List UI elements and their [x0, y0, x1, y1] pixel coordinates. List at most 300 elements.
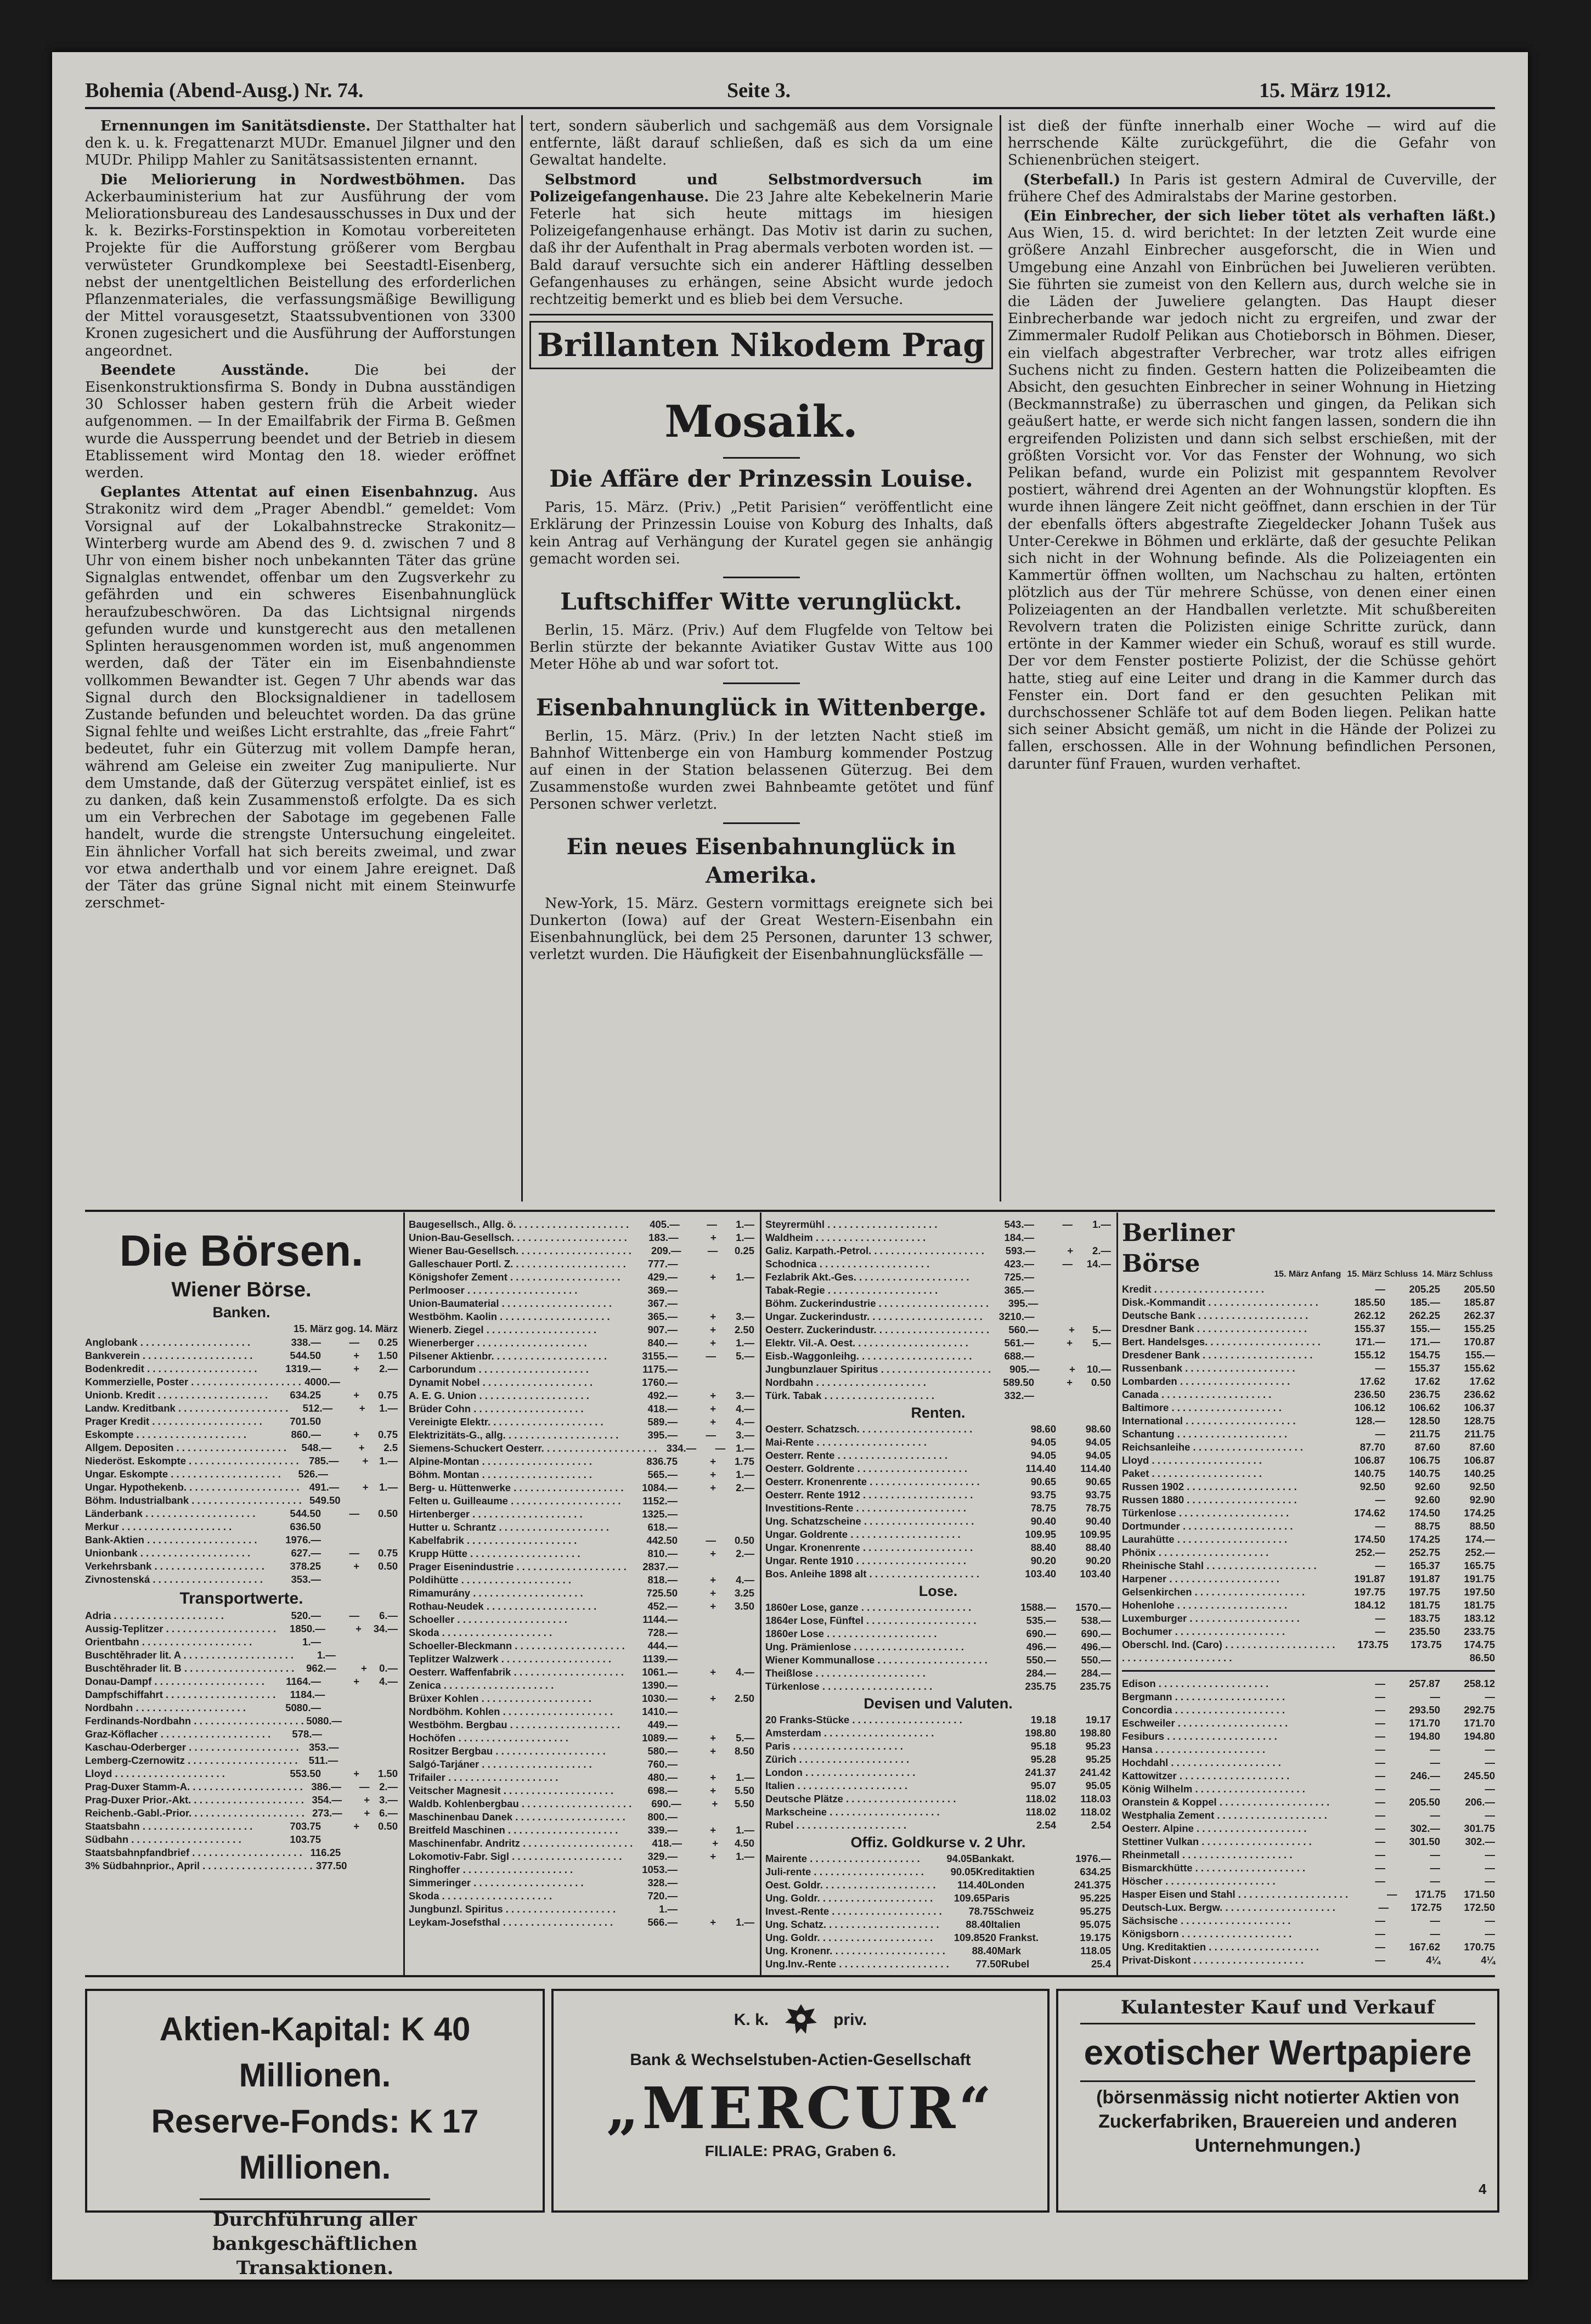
row-label: Pilsener Aktienbr. . . . . . . . . . . . . . . . . . . . .	[409, 1350, 607, 1362]
row-value: 246.—	[1410, 1770, 1440, 1781]
row-label: Stettiner Vulkan . . . . . . . . . . . . . . . . . . . .	[1122, 1836, 1312, 1847]
table-row	[1122, 1703, 1495, 1717]
article-text: Die bei der Eisenkonstruktionsfirma S. Bondy in Dubna ausständigen 30 Schlosser haben gestern früh die Arbeit wieder aufgenommen. — In der Emailfabrik der Firma B. Geßmen wurde die Aussperrung beendet und der Betrieb in diesem Etablissement wird Montag den 18. wieder eröffnet werden.	[85, 362, 516, 482]
row-value	[340, 1375, 369, 1389]
row-value: —	[1485, 1809, 1495, 1821]
row-label: Ungar. Eskompte . . . . . . . . . . . . . . . . . . . .	[85, 1468, 281, 1480]
row-value: 171.75	[1415, 1888, 1446, 1900]
row-value: 4.—	[379, 1676, 398, 1687]
row-label: Böhm. Zuckerindustrie . . . . . . . . . . . . . . . . . . . .	[765, 1298, 989, 1309]
table-row	[1122, 1835, 1495, 1848]
row-label: Bert. Handelsges. . . . . . . . . . . . . . . . . . . . .	[1122, 1336, 1321, 1347]
table-row	[765, 1310, 1111, 1323]
row-value: 236.75	[1409, 1389, 1440, 1400]
row-value	[359, 1573, 398, 1586]
row-value: 172.75	[1411, 1902, 1442, 1913]
row-value: 92.90	[1469, 1494, 1495, 1505]
row-value: 1.50	[377, 1768, 398, 1779]
row-value: 95.075	[1080, 1919, 1111, 1930]
row-label: Gelsenkirchen . . . . . . . . . . . . . . . . . . . .	[1122, 1586, 1305, 1598]
row-value: 905.—	[1009, 1363, 1040, 1375]
transport-table	[85, 1609, 398, 1872]
row-value: 257.87	[1409, 1678, 1440, 1689]
row-label: Reichsanleihe . . . . . . . . . . . . . . . . . . . .	[1122, 1441, 1304, 1453]
table-row	[1122, 1941, 1495, 1954]
row-label: Dynamit Nobel . . . . . . . . . . . . . . . . . . . .	[409, 1377, 593, 1388]
row-value: 95.18	[1030, 1740, 1056, 1752]
row-value: —	[1375, 1626, 1385, 1637]
row-value: +	[710, 1324, 716, 1335]
table-row	[409, 1758, 754, 1771]
row-value: 496.—	[1026, 1641, 1056, 1652]
table-row	[85, 1767, 398, 1780]
row-label: Trifailer . . . . . . . . . . . . . . . . . . . .	[409, 1772, 558, 1783]
row-value: —	[706, 1535, 716, 1546]
row-value	[368, 1754, 398, 1767]
row-label: Ungar. Hypothekenb. . . . . . . . . . . . . . . . . . . . .	[85, 1481, 300, 1493]
row-label: 1860er Lose, ganze . . . . . . . . . . . . . . . . . . . .	[765, 1601, 972, 1613]
row-value: 1.—	[659, 1903, 678, 1915]
row-value: —	[1485, 1744, 1495, 1755]
row-label: Ungar. Zuckerindustr. . . . . . . . . . . . . . . . . . . . .	[765, 1311, 983, 1322]
row-value: 0.75	[377, 1547, 398, 1559]
article-paragraph	[1008, 172, 1496, 206]
row-value: 90.20	[1030, 1555, 1056, 1566]
row-label: Ringhoffer . . . . . . . . . . . . . . . . . . . .	[409, 1864, 573, 1875]
kk-label: K. k.	[734, 2011, 769, 2029]
row-value	[716, 1626, 754, 1639]
row-value	[1034, 1310, 1073, 1323]
table-row	[85, 1609, 398, 1622]
row-value: 4.—	[736, 1416, 754, 1428]
row-value: 907.—	[647, 1324, 678, 1335]
row-value: 544.50	[290, 1350, 321, 1361]
row-value: 241.37	[1025, 1767, 1056, 1778]
row-value: 20 Frankst.	[985, 1932, 1039, 1943]
row-value: 1.—	[317, 1649, 336, 1661]
row-value: 171.—	[1355, 1336, 1385, 1347]
row-label: Ferdinands-Nordbahn . . . . . . . . . . . . . . . . . . . .	[85, 1715, 304, 1727]
row-value: 3210.—	[998, 1311, 1035, 1322]
separator	[1080, 2023, 1475, 2024]
table-row	[85, 1649, 398, 1662]
row-value	[359, 1520, 398, 1533]
table-row	[409, 1666, 754, 1679]
table-row	[765, 1654, 1111, 1667]
row-value	[1330, 1651, 1385, 1665]
row-value: +	[364, 1807, 370, 1819]
row-value: 1.—	[379, 1402, 398, 1414]
row-value: 418.—	[652, 1837, 682, 1849]
table-row	[85, 1481, 398, 1494]
row-value	[678, 1889, 716, 1903]
table-row	[409, 1455, 754, 1468]
row-value: 703.75	[290, 1820, 321, 1832]
row-value: 2.54	[1036, 1819, 1056, 1831]
row-value: 88.40	[966, 1919, 991, 1930]
row-value: 2.50	[734, 1324, 754, 1335]
table-row	[765, 1865, 1111, 1879]
table-divider	[760, 1212, 761, 1975]
row-value: 211.75	[1464, 1428, 1495, 1440]
row-value: 171.50	[1464, 1888, 1495, 1900]
row-value: 88.40	[1085, 1542, 1111, 1553]
renten-title: Renten.	[911, 1404, 966, 1421]
headline-amerika: Ein neues Eisenbahnunglück in Amerika.	[566, 833, 956, 888]
row-label: Prag-Duxer Stamm-A. . . . . . . . . . . . . . . . . . . . .	[85, 1781, 303, 1792]
row-value: 273.—	[312, 1807, 342, 1819]
row-value: —	[349, 1610, 359, 1621]
table-row	[765, 1905, 1111, 1918]
row-label: Ung. Schatzscheine . . . . . . . . . . . . . . . . . . . .	[765, 1515, 974, 1527]
table-row	[765, 1284, 1111, 1297]
row-value: 197.75	[1409, 1586, 1440, 1598]
gold-title: Offiz. Goldkurse v. 2 Uhr.	[850, 1834, 1026, 1851]
row-value: 818.—	[647, 1574, 678, 1586]
row-label: Elektr. Vil.-A. Oest. . . . . . . . . . . . . . . . . . . . .	[765, 1337, 968, 1349]
row-value: 580.—	[647, 1745, 678, 1757]
row-value: 491.—	[309, 1481, 340, 1493]
row-value: —	[1375, 1494, 1385, 1505]
row-value: 395.—	[647, 1429, 678, 1441]
row-value: 92.60	[1414, 1494, 1440, 1505]
separator	[200, 2198, 430, 2200]
row-value: 78.75	[1085, 1502, 1111, 1514]
continued-text: tert, sondern säuberlich und sachgemäß aus dem Vorsignale entfernte, läßt darauf schließen, daß es sich da um eine Gewaltat handelte.	[529, 118, 993, 169]
row-value: 301.75	[1464, 1823, 1495, 1834]
row-value: 174.75	[1464, 1639, 1495, 1650]
row-label: Kommerzielle, Poster . . . . . . . . . . . . . . . . . . . .	[85, 1376, 301, 1387]
row-value: 339.—	[647, 1824, 678, 1836]
row-value: 109.85	[954, 1932, 985, 1943]
table-row	[765, 1515, 1111, 1528]
row-label: 20 Franks-Stücke . . . . . . . . . . . . . . . . . . . .	[765, 1714, 962, 1725]
row-value: 173.75	[1411, 1639, 1442, 1650]
row-label: Galiz. Karpath.-Petrol. . . . . . . . . . . . . . . . . . . . .	[765, 1245, 984, 1256]
row-value: 365.—	[647, 1311, 678, 1322]
row-value: 181.75	[1464, 1599, 1495, 1611]
table-row	[765, 1423, 1111, 1436]
row-value	[716, 1363, 754, 1376]
row-value: +	[353, 1350, 359, 1361]
row-label: Oesterr. Rente 1912 . . . . . . . . . . . . . . . . . . . .	[765, 1489, 973, 1501]
row-value: 3.25	[734, 1587, 754, 1599]
row-value: 690.—	[1026, 1628, 1056, 1639]
row-value: 184.12	[1354, 1599, 1385, 1611]
table-row	[85, 1336, 398, 1349]
row-value	[321, 1573, 359, 1586]
table-row	[1122, 1677, 1495, 1690]
row-value: 1.—	[736, 1337, 754, 1349]
row-value	[368, 1741, 398, 1754]
table-row	[765, 1336, 1111, 1350]
row-value: 1.—	[736, 1772, 754, 1783]
table-divider	[1116, 1212, 1118, 1975]
table-row	[1122, 1599, 1495, 1612]
row-label: Oesterr. Rente . . . . . . . . . . . . . . . . . . . .	[765, 1449, 948, 1461]
row-value: 1030.—	[642, 1693, 678, 1704]
row-label: Jungbunzl. Spiritus . . . . . . . . . . . . . . . . . . . .	[409, 1903, 616, 1915]
row-label: Canada . . . . . . . . . . . . . . . . . . . .	[1122, 1389, 1272, 1400]
table-row	[409, 1363, 754, 1376]
row-label: Krupp Hütte . . . . . . . . . . . . . . . . . . . .	[409, 1548, 580, 1559]
table-row	[85, 1714, 398, 1728]
capital-advert	[85, 1989, 545, 2279]
row-value: 4000.—	[304, 1376, 340, 1387]
row-label: Hochdahl . . . . . . . . . . . . . . . . . . . .	[1122, 1757, 1281, 1768]
vienna-title: Wiener Börse.	[171, 1278, 312, 1301]
row-label: Lemberg-Czernowitz . . . . . . . . . . . . . . . . . . . .	[85, 1755, 298, 1766]
table-row	[765, 1879, 1111, 1892]
row-value	[716, 1560, 754, 1573]
row-value: 93.75	[1030, 1489, 1056, 1501]
table-row	[85, 1833, 398, 1846]
table-row	[85, 1349, 398, 1362]
table-row	[765, 1528, 1111, 1541]
row-label: Paket . . . . . . . . . . . . . . . . . . . .	[1122, 1468, 1262, 1479]
row-value: 636.50	[290, 1521, 321, 1532]
row-value: 128.50	[1409, 1415, 1440, 1426]
row-label: Tabak-Regie . . . . . . . . . . . . . . . . . . . .	[765, 1284, 938, 1296]
table-row	[1122, 1296, 1495, 1309]
row-value: 106.87	[1354, 1454, 1385, 1466]
row-value: 78.75	[1030, 1502, 1056, 1514]
exotic-line-1: Kulantester Kauf und Verkauf	[1120, 1996, 1435, 2018]
row-value: 155.12	[1354, 1349, 1385, 1361]
row-value: —	[1375, 1862, 1385, 1874]
row-label: Rothau-Neudek . . . . . . . . . . . . . . . . . . . .	[409, 1600, 597, 1612]
row-value: 449.—	[647, 1719, 678, 1730]
row-value: 2.54	[1091, 1819, 1111, 1831]
row-label: Westböhm. Kaolin . . . . . . . . . . . . . . . . . . . .	[409, 1311, 610, 1322]
row-value	[366, 1649, 398, 1662]
table-row	[409, 1587, 754, 1600]
row-value: —	[1430, 1757, 1440, 1768]
table-row	[765, 1944, 1111, 1958]
row-value: 94.05	[1030, 1436, 1056, 1448]
article-lead: (Sterbefall.)	[1023, 171, 1121, 188]
row-value	[716, 1718, 754, 1731]
table-row	[85, 1468, 398, 1481]
row-value	[1385, 1651, 1440, 1665]
table-row	[85, 1741, 398, 1754]
row-value: 284.—	[1026, 1667, 1056, 1679]
row-value: 171.—	[1410, 1336, 1440, 1347]
row-value: 94.05	[1085, 1449, 1111, 1461]
row-value	[678, 1508, 716, 1521]
row-value: 194.80	[1464, 1730, 1495, 1742]
row-value: +	[1069, 1363, 1075, 1375]
row-value: 760.—	[647, 1758, 678, 1770]
row-value: 88.75	[1414, 1520, 1440, 1532]
row-label: Buschtěhrader lit. A . . . . . . . . . . . . . . . . . . . .	[85, 1649, 294, 1661]
article-paragraph	[85, 362, 516, 482]
article-paragraph: Berlin, 15. März. (Priv.) Auf dem Flugfelde von Teltow bei Berlin stürzte der bekannte Aviatiker Gustav Witte aus 100 Meter Höhe ab und war sofort tot.	[529, 622, 993, 673]
row-value: +	[712, 1798, 718, 1809]
headline-louise: Die Affäre der Prinzessin Louise.	[549, 465, 973, 493]
row-value: 109.95	[1080, 1528, 1111, 1540]
separator	[529, 314, 993, 315]
row-value: —	[1430, 1744, 1440, 1755]
row-value: +	[353, 1389, 359, 1401]
row-label: Leykam-Josefsthal . . . . . . . . . . . . . . . . . . . .	[409, 1916, 613, 1928]
row-value: 1325.—	[642, 1508, 678, 1520]
table-row	[765, 1892, 1111, 1905]
row-label: Baltimore . . . . . . . . . . . . . . . . . . . .	[1122, 1402, 1282, 1413]
row-label: Russen 1902 . . . . . . . . . . . . . . . . . . . .	[1122, 1481, 1297, 1492]
table-row	[765, 1541, 1111, 1554]
row-value: 2.—	[736, 1482, 754, 1493]
row-value: 4¼	[1426, 1954, 1440, 1966]
row-value: 328.—	[647, 1877, 678, 1888]
row-value: 480.—	[647, 1772, 678, 1783]
row-value: +	[710, 1785, 716, 1796]
row-value: 5.—	[1092, 1324, 1111, 1335]
row-value: +	[710, 1587, 716, 1599]
row-value: +	[712, 1837, 718, 1849]
row-value: —	[1430, 1783, 1440, 1795]
table-row	[409, 1547, 754, 1560]
row-label: Russenbank . . . . . . . . . . . . . . . . . . . .	[1122, 1362, 1295, 1374]
row-value	[339, 1741, 369, 1754]
row-value: 87.60	[1414, 1441, 1440, 1453]
row-value: —	[1375, 1717, 1385, 1729]
article-paragraph: Selbstmord und Selbstmordversuch im Polizeigefangenhause. Die 23 Jahre alte Kebekelnerin Marie Feterle hat sich heute mittags im hiesigen Polizeigefangenhause erhängt. Das Motiv ist darin zu suchen, daß ihr der Aufenthalt in Prag abermals verboten worden ist. — Bald darauf versuchte sich ein anderer Häftling desselben Gefangenhauses zu erhängen, seine Absicht wurde jedoch rechtzeitig bemerkt und es blieb bei dem Versuche.	[529, 171, 993, 308]
table-row	[409, 1718, 754, 1731]
row-value: 198.80	[1025, 1727, 1056, 1739]
row-value: 578.—	[292, 1728, 322, 1740]
row-value: —	[1375, 1704, 1385, 1716]
table-row	[1122, 1454, 1495, 1467]
row-value: 3.50	[734, 1600, 754, 1612]
row-value: 106.87	[1464, 1454, 1495, 1466]
table-row	[765, 1779, 1111, 1792]
table-row	[85, 1754, 398, 1767]
row-value: —	[1375, 1823, 1385, 1834]
row-value: 236.50	[1354, 1389, 1385, 1400]
row-value: 241.375	[1074, 1879, 1111, 1891]
row-value: 245.50	[1464, 1770, 1495, 1781]
row-value: 386.—	[311, 1781, 341, 1792]
berlin-title: Berliner Börse	[1122, 1219, 1234, 1278]
row-value: —	[1375, 1678, 1385, 1689]
row-value	[716, 1863, 754, 1876]
row-value: 1184.—	[290, 1689, 325, 1700]
row-label: Amsterdam . . . . . . . . . . . . . . . . . . . .	[765, 1727, 934, 1739]
row-value: 191.75	[1464, 1573, 1495, 1584]
table-row	[765, 1958, 1111, 1971]
article-paragraph: Paris, 15. März. (Priv.) „Petit Parisien“ veröffentlicht eine Erklärung der Prinzessin Louise von Koburg des Inhalts, daß kein Antrag auf Verhängung der Kuratel gegen sie anhängig gemacht worden sei.	[529, 499, 993, 567]
row-value: 1.—	[736, 1851, 754, 1862]
table-row	[765, 1475, 1111, 1488]
row-value: Londen	[988, 1879, 1025, 1891]
row-label: Oesterr. Zuckerindustr. . . . . . . . . . . . . . . . . . . . .	[765, 1324, 990, 1335]
row-label: Hasper Eisen und Stahl . . . . . . . . . . . . . . . . . . . .	[1122, 1888, 1349, 1900]
row-label: Ung. Prämienlose . . . . . . . . . . . . . . . . . . . .	[765, 1641, 964, 1652]
berlin-table-2	[1122, 1677, 1495, 1967]
row-value: 0.75	[377, 1429, 398, 1440]
row-value: 171.70	[1464, 1717, 1495, 1729]
row-value: +	[353, 1768, 359, 1779]
row-value: —	[1430, 1809, 1440, 1821]
row-value: —	[715, 1442, 726, 1454]
table-row	[1122, 1520, 1495, 1533]
row-value: Italien	[991, 1919, 1021, 1930]
row-value: 785.—	[309, 1455, 339, 1466]
headline-witte: Luftschiffer Witte verunglückt.	[560, 588, 962, 616]
row-value: 566.—	[647, 1916, 678, 1928]
table-row	[85, 1820, 398, 1833]
row-label: Deutsch-Lux. Bergw. . . . . . . . . . . . . . . . . . . . .	[1122, 1902, 1335, 1913]
row-value: 114.40	[957, 1879, 988, 1891]
row-value: —	[1375, 1796, 1385, 1808]
row-label: Paris . . . . . . . . . . . . . . . . . . . .	[765, 1740, 903, 1752]
row-value: +	[1067, 1245, 1074, 1256]
row-label: Prager Eisenindustrie . . . . . . . . . . . . . . . . . . . .	[409, 1561, 627, 1572]
row-label: Kabelfabrik . . . . . . . . . . . . . . . . . . . .	[409, 1535, 577, 1546]
table-row	[765, 1727, 1111, 1740]
table-row	[1122, 1730, 1495, 1743]
row-label: Länderbank . . . . . . . . . . . . . . . . . . . .	[85, 1508, 256, 1519]
row-value: 593.—	[1005, 1245, 1036, 1256]
row-value	[678, 1810, 716, 1824]
row-value	[328, 1468, 363, 1481]
lose-title: Lose.	[918, 1583, 958, 1599]
row-value: +	[710, 1390, 716, 1401]
table-row	[765, 1554, 1111, 1567]
row-value: —	[1375, 1941, 1385, 1953]
gold-table	[765, 1852, 1111, 1971]
row-value: +	[710, 1732, 716, 1744]
table-row	[409, 1916, 754, 1929]
row-value: 365.—	[1004, 1284, 1034, 1296]
row-value: 87.70	[1359, 1441, 1385, 1453]
table-row	[765, 1753, 1111, 1766]
row-value: 118.03	[1080, 1793, 1111, 1804]
row-value: 116.25	[310, 1847, 341, 1858]
row-label: Prager Kredit . . . . . . . . . . . . . . . . . . . .	[85, 1415, 262, 1427]
row-value: 1976.—	[285, 1534, 321, 1545]
row-value: +	[710, 1311, 716, 1322]
reserve-line: Reserve-Fonds: K 17 Millionen.	[151, 2103, 479, 2186]
row-value: 171.70	[1409, 1717, 1440, 1729]
row-value: —	[1485, 1691, 1495, 1702]
row-label: Nordbahn . . . . . . . . . . . . . . . . . . . .	[85, 1702, 246, 1713]
table-row	[409, 1376, 754, 1389]
table-row	[409, 1310, 754, 1323]
row-value: 1.—	[736, 1232, 754, 1243]
row-label: Staatsbahn . . . . . . . . . . . . . . . . . . . .	[85, 1820, 253, 1832]
row-value: 155.37	[1409, 1362, 1440, 1374]
table-row	[765, 1449, 1111, 1462]
row-value: 293.50	[1409, 1704, 1440, 1716]
column-divider	[521, 115, 523, 1202]
row-value: 444.—	[647, 1640, 678, 1651]
row-value: —	[1375, 1362, 1385, 1374]
row-value: 3.—	[379, 1794, 398, 1806]
table-row	[85, 1688, 398, 1701]
row-value: —	[1375, 1560, 1385, 1571]
table-row	[409, 1468, 754, 1481]
row-value: 4¼	[1481, 1954, 1495, 1966]
table-row	[765, 1244, 1111, 1257]
table-row	[409, 1652, 754, 1666]
row-value: 0.50	[377, 1820, 398, 1832]
row-label: Bodenkredit . . . . . . . . . . . . . . . . . . . .	[85, 1363, 257, 1374]
row-label: Türk. Tabak . . . . . . . . . . . . . . . . . . . .	[765, 1390, 935, 1401]
row-value: 140.25	[1464, 1468, 1495, 1479]
row-value: 5.—	[736, 1732, 754, 1744]
